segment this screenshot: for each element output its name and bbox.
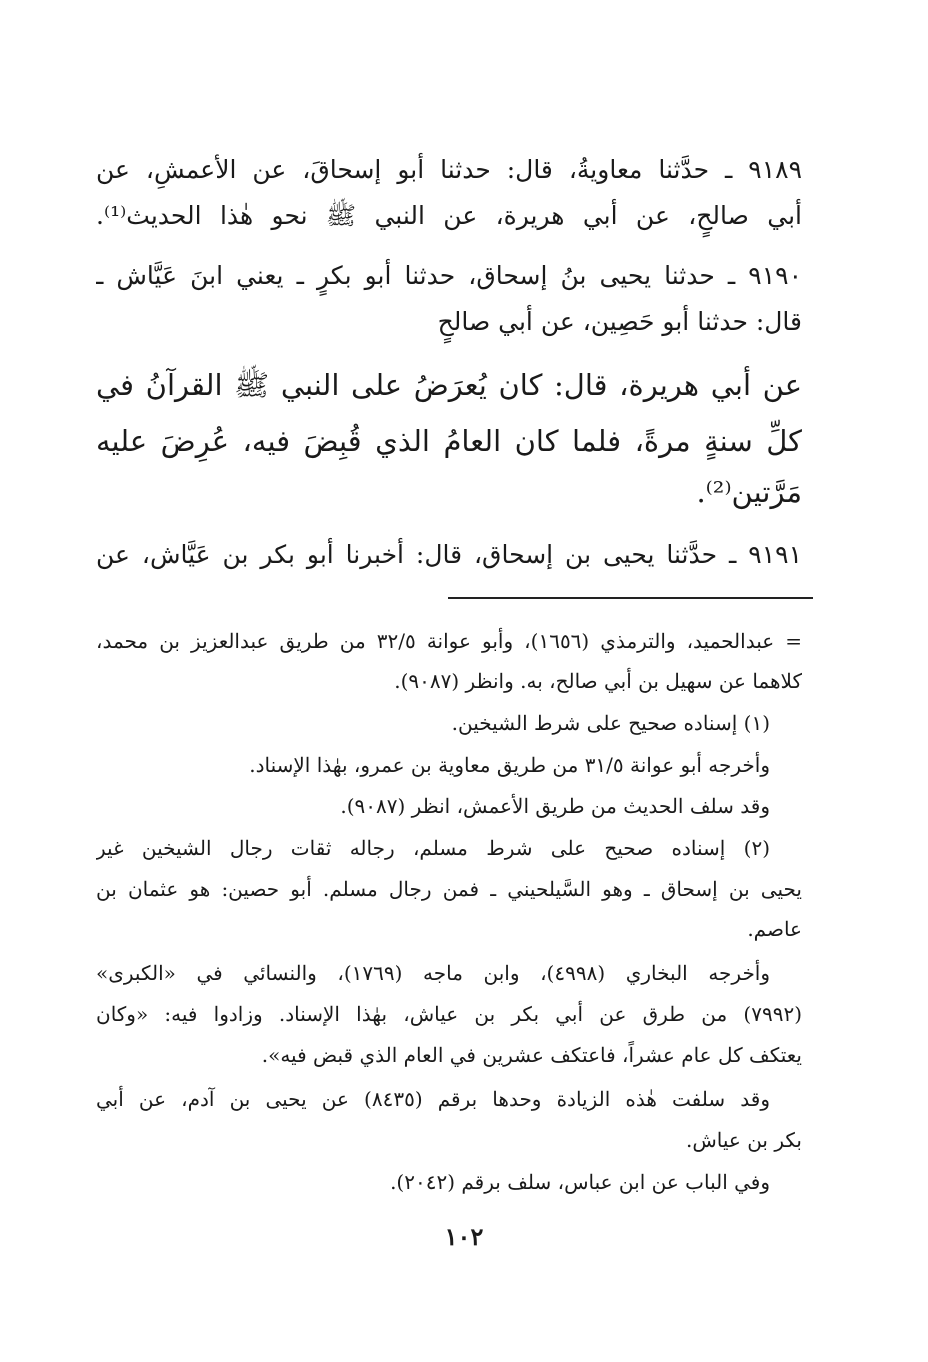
footnote-line: (١) إسناده صحيح على شرط الشيخين. [451, 711, 770, 735]
footnote-line: كلاهما عن سهيل بن أبي صالح، به. وانظر (٩٠٨٧). [394, 669, 802, 693]
main-text-line: ٩١٩١ ـ حدَّثنا يحيى بن إسحاق، قال: أخبرنا أبو بكر بن عَيَّاش، عن [96, 540, 802, 569]
footnote-line: يحيى بن إسحاق ـ وهو السَّيلحيني ـ فمن رجال مسلم. أبو حصين: هو عثمان بن [96, 877, 802, 901]
footnote-line: وقد سلفت هٰذه الزيادة وحدها برقم (٨٤٣٥) عن يحيى بن آدم، عن أبي [96, 1087, 770, 1111]
main-text-line: أبي صالحٍ، عن أبي هريرة، عن النبي ﷺ نحو هٰذا الحديث⁽¹⁾. [96, 201, 802, 230]
footnote-line: وأخرجه البخاري (٤٩٩٨)، وابن ماجه (١٧٦٩)، والنسائي في «الكبرى» [96, 961, 770, 985]
main-text-line: قال: حدثنا أبو حَصِين، عن أبي صالحٍ [437, 307, 802, 336]
quoted-text-line: مَرَّتين⁽²⁾. [696, 475, 802, 509]
footnote-line: وأخرجه أبو عوانة ٣١/٥ من طريق معاوية بن عمرو، بهٰذا الإسناد. [249, 753, 770, 777]
footnote-line: = عبدالحميد، والترمذي (١٦٥٦)، وأبو عوانة ٣٢/٥ من طريق عبدالعزيز بن محمد، [96, 629, 802, 653]
footnote-line: بكر بن عياش. [686, 1128, 802, 1152]
quoted-text-line: عن أبي هريرة، قال: كان يُعرَضُ على النبي ﷺ القرآنُ في [96, 368, 802, 402]
quoted-text-line: كلِّ سنةٍ مرةً، فلما كان العامُ الذي قُبِضَ فيه، عُرِضَ عليه [96, 424, 802, 458]
main-text-line: ٩١٩٠ ـ حدثنا يحيى بنُ إسحاق، حدثنا أبو بكرٍ ـ يعني ابنَ عَيَّاش ـ [96, 261, 802, 290]
footnote-line: وقد سلف الحديث من طريق الأعمش، انظر (٩٠٨٧). [340, 794, 770, 818]
footnote-line: (٧٩٩٢) من طرق عن أبي بكر بن عياش، بهٰذا الإسناد. وزادوا فيه: «وكان [96, 1002, 802, 1026]
footnote-line: (٢) إسناده صحيح على شرط مسلم، رجاله ثقات رجال الشيخين غير [96, 836, 770, 860]
footnote-separator [448, 597, 813, 599]
footnote-line: عاصم. [747, 917, 802, 941]
footnote-line: يعتكف كل عام عشراً، فاعتكف عشرين في العام الذي قبض فيه». [261, 1043, 802, 1067]
main-text-line: ٩١٨٩ ـ حدَّثنا معاويةُ، قال: حدثنا أبو إسحاقَ، عن الأعمشِ، عن [96, 155, 802, 184]
page-number: ١٠٢ [444, 1222, 484, 1251]
footnote-line: وفي الباب عن ابن عباس، سلف برقم (٢٠٤٢). [390, 1170, 770, 1194]
